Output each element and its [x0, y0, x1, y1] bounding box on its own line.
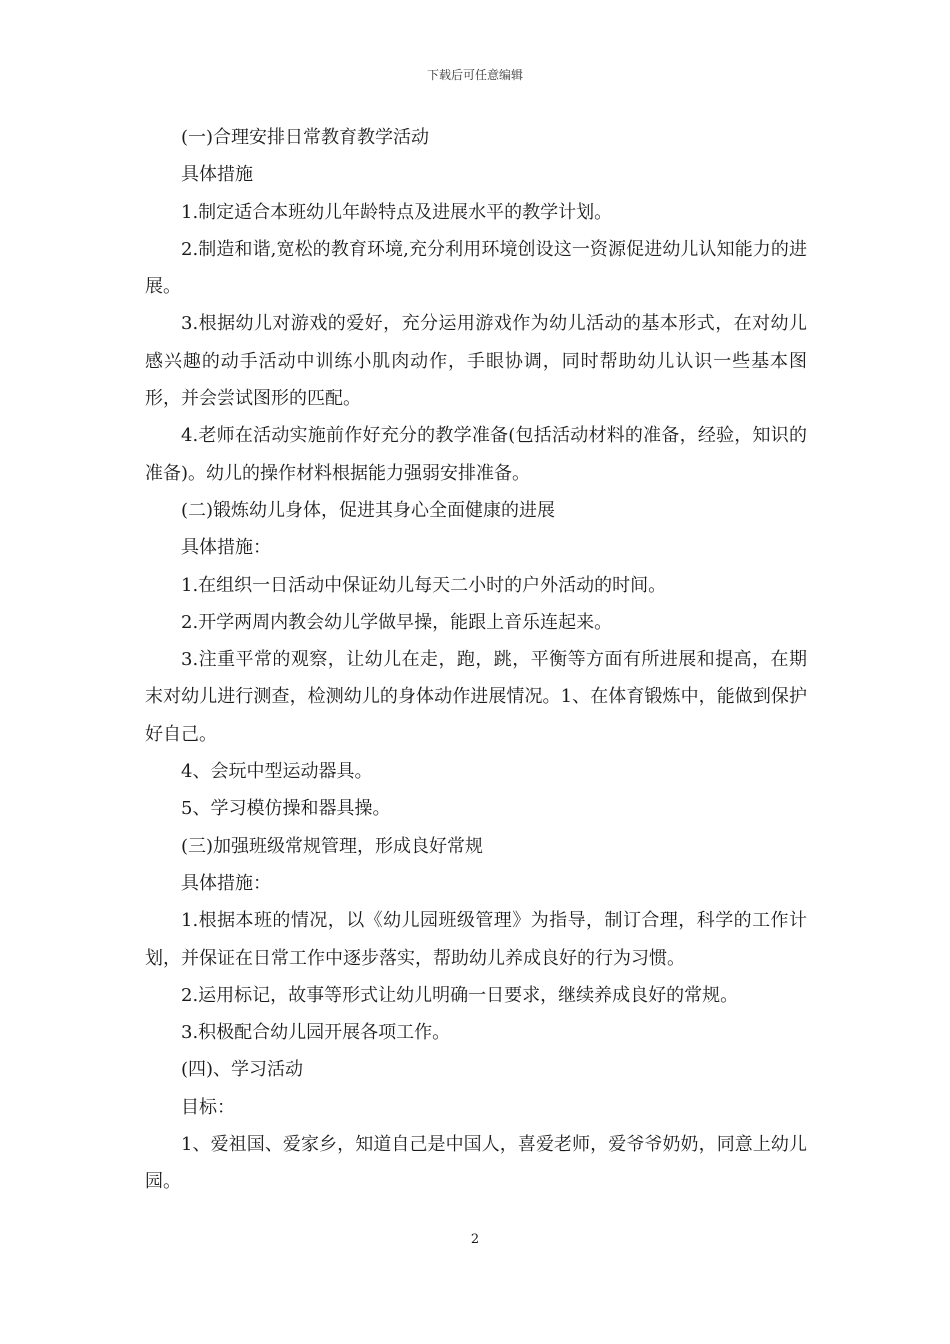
- paragraph: 2.运用标记，故事等形式让幼儿明确一日要求，继续养成良好的常规。: [181, 984, 739, 1006]
- page-header: 下载后可任意编辑: [426, 68, 523, 82]
- section-heading-3: (三)加强班级常规管理，形成良好常规: [181, 835, 484, 857]
- section-heading-2: (二)锻炼幼儿身体，促进其身心全面健康的进展: [181, 499, 556, 521]
- paragraph: 1、爱祖国、爱家乡，知道自己是中国人，喜爱老师，爱爷爷奶奶，同意上幼儿园。: [145, 1134, 807, 1193]
- paragraph: 5、学习模仿操和器具操。: [181, 798, 391, 820]
- page-number: 2: [470, 1232, 480, 1247]
- paragraph: 1.制定适合本班幼儿年龄特点及进展水平的教学计划。: [181, 201, 613, 223]
- measures-label: 具体措施：: [181, 872, 271, 894]
- measures-label: 具体措施: [181, 164, 253, 186]
- paragraph: 2.制造和谐,宽松的教育环境,充分利用环境创设这一资源促进幼儿认知能力的进展。: [145, 238, 807, 298]
- paragraph: 1.在组织一日活动中保证幼儿每天二小时的户外活动的时间。: [181, 574, 667, 596]
- goals-label: 目标：: [181, 1096, 235, 1118]
- measures-label: 具体措施：: [181, 537, 271, 559]
- paragraph: 4、会玩中型运动器具。: [181, 761, 373, 783]
- section-heading-4: (四)、学习活动: [181, 1059, 304, 1081]
- paragraph: 4.老师在活动实施前作好充分的教学准备(包括活动材料的准备，经验，知识的准备)。幼儿的操作材料根据能力强弱安排准备。: [145, 425, 807, 484]
- paragraph: 1.根据本班的情况，以《幼儿园班级管理》为指导，制订合理，科学的工作计划，并保证在日常工作中逐步落实，帮助幼儿养成良好的行为习惯。: [145, 910, 807, 969]
- paragraph: 2.开学两周内教会幼儿学做早操，能跟上音乐连起来。: [181, 611, 613, 633]
- section-heading-1: (一)合理安排日常教育教学活动: [181, 127, 430, 148]
- document-body: [145, 119, 807, 1201]
- paragraph: 3.积极配合幼儿园开展各项工作。: [181, 1022, 451, 1044]
- paragraph: 3.注重平常的观察，让幼儿在走，跑，跳，平衡等方面有所进展和提高，在期末对幼儿进行测查，检测幼儿的身体动作进展情况。1、在体育锻炼中，能做到保护好自己。: [145, 649, 807, 745]
- paragraph: 3.根据幼儿对游戏的爱好，充分运用游戏作为幼儿活动的基本形式，在对幼儿感兴趣的动手活动中训练小肌肉动作，手眼协调，同时帮助幼儿认识一些基本图形，并会尝试图形的匹配。: [145, 313, 807, 410]
